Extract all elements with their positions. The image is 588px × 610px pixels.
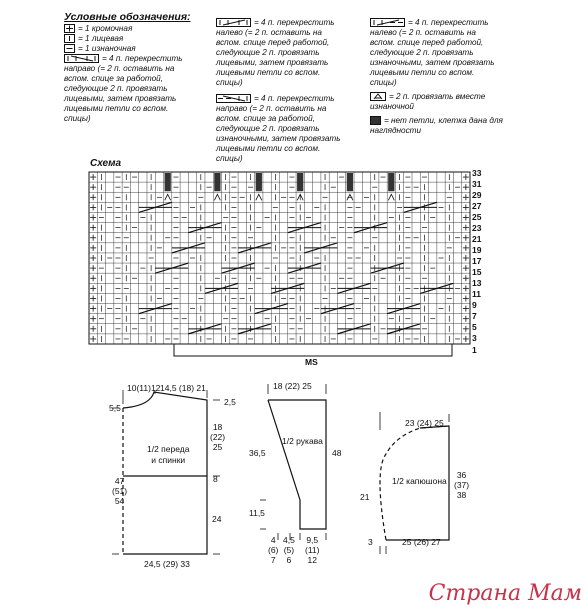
- row-number: 11: [472, 289, 481, 300]
- k2tog-purl-mark: [214, 194, 220, 200]
- front-lower: 24: [212, 514, 222, 524]
- legend-item-edge: = 1 кромочная: [64, 24, 214, 34]
- row-number: 29: [472, 190, 482, 201]
- row-number: 21: [472, 234, 482, 245]
- row-number: 15: [472, 267, 482, 278]
- legend-title: Условные обозначения:: [64, 11, 191, 23]
- sleeve-bottom-b: 4,5 (5) 6: [283, 535, 295, 565]
- row-number: 9: [472, 300, 477, 311]
- legend-item-k2tog-purl: = 2 п. провязать вместе изнаночной: [370, 92, 486, 111]
- front-top-neck: 10(11)12: [127, 383, 161, 393]
- k2tog-purl-mark: [256, 194, 262, 200]
- no-stitch-cell: [165, 173, 171, 191]
- no-stitch-cell: [297, 173, 303, 191]
- sleeve-pattern: [260, 384, 326, 540]
- front-back-label: 1/2 переда и спинки: [147, 444, 190, 465]
- legend-item-purl: = 1 изнаночная: [64, 44, 214, 54]
- chart-title: Схема: [90, 158, 122, 169]
- sleeve-bottom-a: 4 (6) 7: [268, 535, 279, 565]
- row-number: 17: [472, 256, 482, 267]
- front-shoulder-drop: 2,5: [224, 397, 236, 407]
- sleeve-length: 48: [332, 448, 342, 458]
- legend-item-cable-right-purl: = 4 п. перекрестить направо (= 2 п. оставить на вспом. спице за работой, следующие 2 п. провязать изнаночными, затем провязать лицевыми петли со вспом. спицы): [216, 94, 341, 163]
- row-number: 31: [472, 179, 482, 190]
- row-number: 1: [472, 344, 477, 355]
- row-number: 19: [472, 245, 482, 256]
- hood-top: 23 (24) 25: [405, 418, 444, 428]
- hood-left: 21: [360, 492, 370, 502]
- front-back-pattern: [112, 390, 220, 554]
- row-number: 25: [472, 212, 482, 223]
- watermark-logo: Страна Мам: [428, 581, 582, 606]
- sleeve-label: 1/2 рукава: [282, 436, 323, 446]
- repeat-label: MS: [305, 357, 318, 367]
- front-top-shoulder: 14,5 (18) 21: [160, 383, 206, 393]
- row-number: 33: [472, 168, 482, 178]
- row-number: 27: [472, 201, 482, 212]
- legend-item-cable-right-knit: = 4 п. перекрестить направо (= 2 п. оставить на вспом. спице за работой, следующие 2 п. провязать лицевыми, затем провязать лицевыми петли со вспом. спицы): [64, 54, 183, 123]
- row-number: 5: [472, 322, 477, 333]
- no-stitch-cell: [256, 173, 262, 191]
- no-stitch-cell: [214, 173, 220, 191]
- front-middle: 8: [213, 474, 218, 484]
- sleeve-cuff-height: 11,5: [249, 508, 265, 518]
- sleeve-bottom-c: 9,5 (11) 12: [305, 535, 320, 565]
- front-bottom: 24,5 (29) 33: [144, 559, 190, 569]
- chart-grid: [89, 172, 470, 344]
- no-stitch-cell: [347, 173, 353, 191]
- front-neck-depth: 5,5: [109, 403, 121, 413]
- pattern-pieces: [0, 370, 588, 610]
- sleeve-cap: 36,5: [249, 448, 266, 458]
- sleeve-top: 18 (22) 25: [273, 381, 312, 391]
- hood-label: 1/2 капюшона: [392, 476, 447, 486]
- repeat-bracket: [174, 344, 452, 356]
- legend-item-cable-left-knit: = 4 п. перекрестить налево (= 2 п. оставить на вспом. спице перед работой, следующие 2 п. провязать лицевыми, затем провязать лицевыми петли со вспом. спицы): [216, 18, 335, 87]
- legend-item-knit: = 1 лицевая: [64, 34, 214, 44]
- hood-height: 36 (37) 38: [454, 470, 470, 500]
- row-number: 3: [472, 333, 477, 344]
- k2tog-purl-mark: [165, 194, 171, 200]
- row-number: 7: [472, 311, 477, 322]
- no-stitch-cell: [388, 173, 394, 191]
- hood-bottom: 25 (26) 27: [402, 537, 441, 547]
- legend-item-cable-left-purl: = 4 п. перекрестить налево (= 2 п. оставить на вспом. спице перед работой, следующие 2 п. провязать изнаночными, затем провязать лицевыми петли со вспом. спицы): [370, 18, 495, 87]
- front-side-total: 47 (51) 54: [112, 476, 128, 506]
- hood-bottom-offset: 3: [368, 537, 373, 547]
- row-number: 23: [472, 223, 482, 234]
- legend-item-no-stitch: = нет петли, клетка дана для наглядности: [370, 116, 503, 135]
- front-armhole: 18 (22) 25: [210, 422, 226, 452]
- row-number: 13: [472, 278, 482, 289]
- k2tog-purl-mark: [388, 194, 394, 200]
- row-numbers: [472, 168, 488, 356]
